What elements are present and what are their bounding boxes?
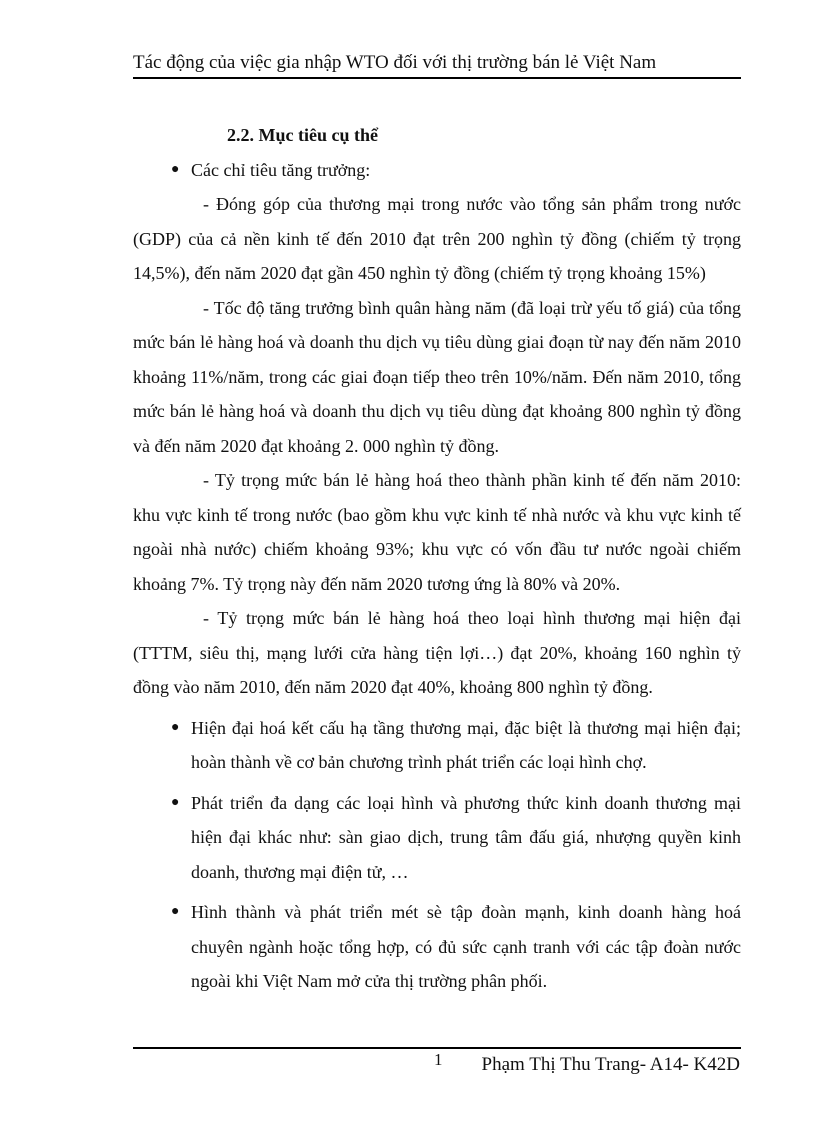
bullet-text: Phát triển đa dạng các loại hình và phương thức kinh doanh thương mại hiện đại khác như: sàn giao dịch, trung tâm đấu giá, nhượng quyền kinh doanh, thương mại điện tử, … bbox=[191, 792, 741, 882]
footer-author: Phạm Thị Thu Trang- A14- K42D bbox=[481, 1054, 740, 1075]
bullet-icon: ● bbox=[171, 161, 180, 177]
paragraph-gdp: - Đóng góp của thương mại trong nước vào tổng sản phẩm trong nước (GDP) của cả nền kinh tế đến 2010 đạt trên 200 nghìn tỷ đồng (chiếm tỷ trọng 14,5%), đến năm 2020 đạt gần 450 nghìn tỷ đồng (chiếm tỷ trọng khoảng 15%) bbox=[133, 194, 741, 283]
bullet-icon: ● bbox=[171, 794, 180, 810]
growth-heading-text: Các chỉ tiêu tăng trưởng: bbox=[191, 159, 371, 180]
bullet-item bbox=[133, 895, 741, 999]
paragraph-modern-trade: - Tỷ trọng mức bán lẻ hàng hoá theo loại hình thương mại hiện đại (TTTM, siêu thị, mạng lưới cửa hàng tiện lợi…) đạt 20%, khoảng 160 nghìn tỷ đồng vào năm 2010, đến năm 2020 đạt 40%, khoảng 800 nghìn tỷ đồng. bbox=[133, 608, 741, 697]
bullet-icon: ● bbox=[171, 904, 180, 919]
page-header bbox=[133, 50, 741, 79]
document-body bbox=[133, 118, 741, 1005]
section-title: 2.2. Mục tiêu cụ thể bbox=[227, 125, 378, 145]
bullet-item bbox=[133, 711, 741, 780]
growth-heading bbox=[133, 153, 741, 188]
bullet-text: Hiện đại hoá kết cấu hạ tầng thương mại, đặc biệt là thương mại hiện đại; hoàn thành về cơ bản chương trình phát triển các loại hình chợ. bbox=[191, 717, 741, 772]
bullet-item bbox=[133, 786, 741, 890]
bullet-icon: ● bbox=[171, 719, 180, 735]
header-title: Tác động của việc gia nhập WTO đối với thị trường bán lẻ Việt Nam bbox=[133, 52, 657, 73]
paragraph-growth-rate: - Tốc độ tăng trưởng bình quân hàng năm (đã loại trừ yếu tố giá) của tổng mức bán lẻ hàng hoá và doanh thu dịch vụ tiêu dùng giai đoạn từ nay đến năm 2010 khoảng 11%/năm, trong các giai đoạn tiếp theo trên 10%/năm. Đến năm 2010, tổng mức bán lẻ hàng hoá và doanh thu dịch vụ tiêu dùng đạt khoảng 800 nghìn tỷ đồng và đến năm 2020 đạt khoảng 2. 000 nghìn tỷ đồng. bbox=[133, 297, 741, 456]
page-number: 1 bbox=[434, 1050, 443, 1069]
paragraph-economic-sector: - Tỷ trọng mức bán lẻ hàng hoá theo thành phần kinh tế đến năm 2010: khu vực kinh tế trong nước (bao gồm khu vực kinh tế nhà nước và khu vực kinh tế ngoài nhà nước) chiếm khoảng 93%; khu vực có vốn đầu tư nước ngoài chiếm khoảng 7%. Tỷ trọng này đến năm 2020 tương ứng là 80% và 20%. bbox=[133, 470, 741, 594]
bullet-text: Hình thành và phát triển mét sè tập đoàn mạnh, kinh doanh hàng hoá chuyên ngành hoặc tổng hợp, có đủ sức cạnh tranh với các tập đoàn nước ngoài khi Việt Nam mở cửa thị trường phân phối. bbox=[191, 902, 741, 991]
